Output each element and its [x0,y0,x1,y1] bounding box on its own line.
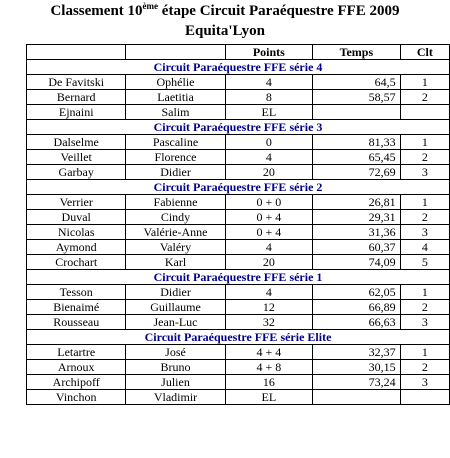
cell-points: 4 [225,75,312,90]
cell-nom: Duval [27,210,126,225]
table-row [27,390,450,405]
cell-nom: Vinchon [27,390,126,405]
cell-clt: 1 [400,195,449,210]
cell-points: 0 [225,135,312,150]
cell-points: 20 [225,255,312,270]
table-row [27,165,450,180]
cell-points: 4 + 8 [225,360,312,375]
section-title: Circuit Paraéquestre FFE série 3 [27,120,450,135]
cell-nom: Arnoux [27,360,126,375]
cell-points: 0 + 0 [225,195,312,210]
cell-clt: 4 [400,240,449,255]
cell-temps: 72,69 [313,165,401,180]
cell-clt: 5 [400,255,449,270]
header-points: Points [225,45,312,60]
cell-temps: 26,81 [313,195,401,210]
section-header-row [27,180,450,195]
table-row [27,315,450,330]
header-temps: Temps [313,45,401,60]
table-row [27,285,450,300]
table-row [27,255,450,270]
cell-points: 12 [225,300,312,315]
cell-points: 4 [225,150,312,165]
table-header-row [27,45,450,60]
cell-clt: 3 [400,165,449,180]
table-row [27,360,450,375]
cell-points: EL [225,390,312,405]
cell-prenom: Pascaline [126,135,225,150]
cell-prenom: Karl [126,255,225,270]
cell-temps: 65,45 [313,150,401,165]
cell-clt: 2 [400,360,449,375]
cell-nom: Garbay [27,165,126,180]
cell-temps: 73,24 [313,375,401,390]
cell-temps [313,105,401,120]
cell-points: 16 [225,375,312,390]
table-row [27,105,450,120]
cell-temps: 66,89 [313,300,401,315]
cell-clt: 1 [400,135,449,150]
cell-clt: 2 [400,90,449,105]
cell-nom: Aymond [27,240,126,255]
cell-temps: 64,5 [313,75,401,90]
title-rest: étape Circuit Paraéquestre FFE 2009 [158,3,400,19]
cell-clt: 1 [400,285,449,300]
table-row [27,210,450,225]
table-row [27,195,450,210]
cell-clt: 1 [400,75,449,90]
section-title: Circuit Paraéquestre FFE série 1 [27,270,450,285]
cell-nom: Veillet [27,150,126,165]
cell-clt: 2 [400,300,449,315]
cell-prenom: Salim [126,105,225,120]
section-title: Circuit Paraéquestre FFE série Elite [27,330,450,345]
section-title: Circuit Paraéquestre FFE série 2 [27,180,450,195]
cell-temps: 60,37 [313,240,401,255]
cell-prenom: Julien [126,375,225,390]
cell-clt [400,105,449,120]
section-header-row [27,60,450,75]
document-subtitle: Equita'Lyon [184,23,266,39]
cell-nom: Dalselme [27,135,126,150]
cell-prenom: Ophélie [126,75,225,90]
cell-temps: 74,09 [313,255,401,270]
cell-temps: 31,36 [313,225,401,240]
table-row [27,135,450,150]
cell-clt: 3 [400,315,449,330]
cell-nom: Verrier [27,195,126,210]
title-superscript: ème [142,1,159,11]
section-title: Circuit Paraéquestre FFE série 4 [27,60,450,75]
table-row [27,150,450,165]
cell-points: 20 [225,165,312,180]
cell-prenom: Laetitia [126,90,225,105]
table-row [27,240,450,255]
cell-points: EL [225,105,312,120]
table-body [27,60,450,405]
cell-nom: Nicolas [27,225,126,240]
cell-temps: 32,37 [313,345,401,360]
cell-prenom: Vladimir [126,390,225,405]
cell-temps: 62,05 [313,285,401,300]
cell-temps [313,390,401,405]
cell-clt [400,390,449,405]
header-blank [126,45,225,60]
cell-prenom: Guillaume [126,300,225,315]
cell-clt: 3 [400,375,449,390]
cell-points: 0 + 4 [225,210,312,225]
cell-prenom: Valéry [126,240,225,255]
cell-points: 4 + 4 [225,345,312,360]
section-header-row [27,330,450,345]
document-title [0,2,450,20]
cell-temps: 58,57 [313,90,401,105]
cell-clt: 2 [400,150,449,165]
cell-nom: Letartre [27,345,126,360]
title-main: Classement 10 [50,3,143,19]
header-clt: Clt [400,45,449,60]
cell-points: 4 [225,285,312,300]
table-row [27,300,450,315]
cell-prenom: Didier [126,165,225,180]
cell-points: 4 [225,240,312,255]
cell-prenom: Fabienne [126,195,225,210]
cell-prenom: Cindy [126,210,225,225]
cell-temps: 29,31 [313,210,401,225]
section-header-row [27,270,450,285]
cell-points: 32 [225,315,312,330]
cell-prenom: Didier [126,285,225,300]
table-row [27,225,450,240]
cell-nom: Tesson [27,285,126,300]
cell-nom: Bernard [27,90,126,105]
cell-nom: Archipoff [27,375,126,390]
cell-prenom: José [126,345,225,360]
cell-prenom: Valérie-Anne [126,225,225,240]
section-header-row [27,120,450,135]
table-row [27,75,450,90]
cell-nom: Crochart [27,255,126,270]
cell-clt: 1 [400,345,449,360]
cell-points: 8 [225,90,312,105]
table-row [27,375,450,390]
header-blank [27,45,126,60]
results-table [26,44,450,405]
cell-temps: 30,15 [313,360,401,375]
cell-nom: De Favitski [27,75,126,90]
cell-points: 0 + 4 [225,225,312,240]
cell-nom: Bienaimé [27,300,126,315]
cell-prenom: Jean-Luc [126,315,225,330]
cell-temps: 66,63 [313,315,401,330]
cell-temps: 81,33 [313,135,401,150]
table-row [27,345,450,360]
cell-nom: Rousseau [27,315,126,330]
cell-clt: 2 [400,210,449,225]
cell-nom: Ejnaini [27,105,126,120]
cell-prenom: Bruno [126,360,225,375]
cell-clt: 3 [400,225,449,240]
cell-prenom: Florence [126,150,225,165]
table-row [27,90,450,105]
